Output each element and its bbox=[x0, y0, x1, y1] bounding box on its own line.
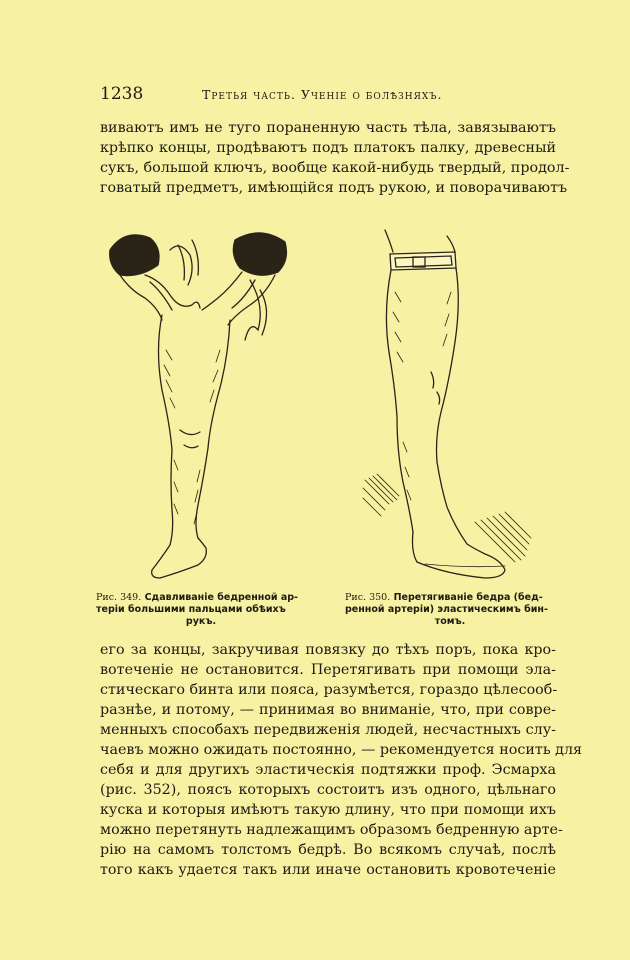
text-line: сукъ, большой ключъ, вообще какой-нибудь твердый, продол- bbox=[100, 160, 570, 176]
caption-number: Рис. 349. bbox=[96, 592, 142, 603]
caption-line: теріи большими пальцами обѣихъ bbox=[96, 604, 286, 615]
figure-350-caption bbox=[345, 592, 555, 628]
text-line: его за концы, закручивая повязку до тѣхъ поръ, пока кро- bbox=[100, 642, 556, 658]
running-head bbox=[100, 84, 556, 106]
caption-text: Сдавливаніе бедренной ар- bbox=[144, 592, 299, 603]
text-line: вотеченіе не остановится. Перетягивать при помощи эла- bbox=[100, 662, 556, 678]
running-title: Третья часть. Ученіе о болѣзняхъ. bbox=[202, 87, 443, 102]
caption-line: томъ. bbox=[434, 616, 466, 627]
page-number: 1238 bbox=[100, 84, 144, 104]
bottom-paragraph bbox=[100, 640, 583, 880]
caption-line: рукъ. bbox=[185, 616, 217, 627]
text-line: стическаго бинта или пояса, разумѣется, гораздо цѣлесооб- bbox=[100, 682, 558, 698]
text-line: можно перетянуть надлежащимъ образомъ бедренную арте- bbox=[100, 822, 563, 838]
text-line: чаевъ можно ожидать постоянно, — рекомендуется носить для bbox=[100, 742, 583, 758]
text-line: крѣпко концы, продѣваютъ подъ платокъ палку, древесный bbox=[100, 140, 556, 156]
caption-line bbox=[96, 592, 306, 604]
figure-349-caption bbox=[96, 592, 306, 628]
text-line: виваютъ имъ не туго пораненную часть тѣла, завязываютъ bbox=[100, 120, 556, 136]
text-line: разнѣе, и потому, — принимая во вниманіе, что, при совре- bbox=[100, 702, 556, 718]
text-line: (рис. 352), поясъ которыхъ состоитъ изъ одного, цѣльнаго bbox=[100, 782, 556, 798]
text-line: себя и для другихъ эластическія подтяжки проф. Эсмарха bbox=[100, 762, 556, 778]
text-line: рію на самомъ толстомъ бедрѣ. Во всякомъ случаѣ, послѣ bbox=[100, 842, 556, 858]
caption-line bbox=[345, 592, 555, 604]
text-line: менныхъ способахъ передвиженія людей, несчастныхъ слу- bbox=[100, 722, 556, 738]
caption-number: Рис. 350. bbox=[345, 592, 391, 603]
caption-line: ренной артеріи) эластическимъ бин- bbox=[345, 604, 548, 615]
text-line: куска и которыя имѣютъ такую длину, что при помощи ихъ bbox=[100, 802, 556, 818]
figure-349-illustration bbox=[100, 220, 300, 585]
text-line: говатый предметъ, имѣющійся подъ рукою, и поворачиваютъ bbox=[100, 180, 568, 196]
figure-350-illustration bbox=[355, 222, 545, 582]
text-line: того какъ удается такъ или иначе остановить кровотеченіе bbox=[100, 862, 556, 878]
top-paragraph bbox=[100, 118, 570, 198]
caption-text: Перетягиваніе бедра (бед- bbox=[393, 592, 543, 603]
